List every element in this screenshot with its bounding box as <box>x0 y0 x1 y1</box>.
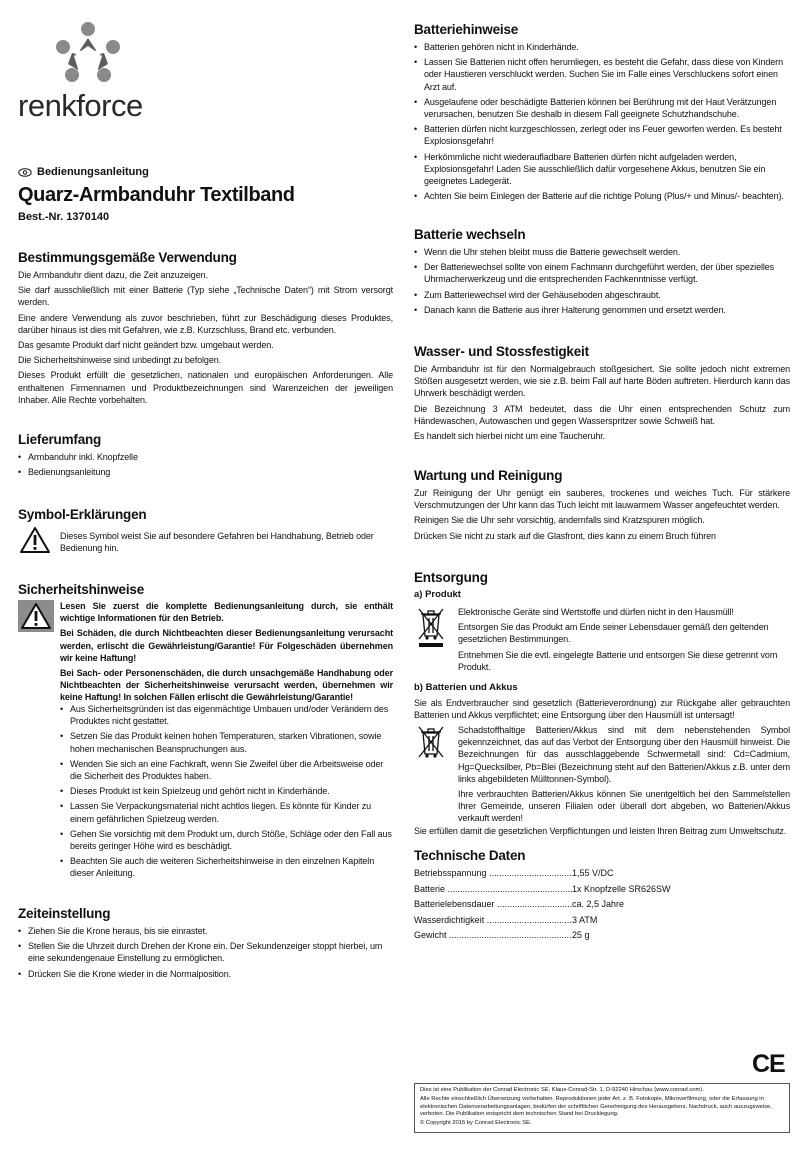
section-heading-wartung: Wartung und Reinigung <box>414 468 563 483</box>
list-item: • Setzen Sie das Produkt keinen hohen Temperaturen, starken Vibrationen, sowie hohen mechanischen Beanspruchungen aus. <box>60 730 393 754</box>
table-cell-label: Betriebsspannung ..... <box>414 866 572 882</box>
symbol-text: Dieses Symbol weist Sie auf besondere Gefahren bei Handhabung, Betrieb oder Bedienung hin. <box>60 531 374 554</box>
paragraph: Drücken Sie nicht zu stark auf die Glasfront, dies kann zu einem Bruch führen <box>414 530 716 541</box>
section-heading-batteriehinweise: Batteriehinweise <box>414 22 519 37</box>
brand-logo <box>18 20 158 125</box>
list-item: • Bedienungsanleitung <box>18 466 393 478</box>
paragraph: Bei Sach- oder Personenschäden, die durch unsachgemäße Handhabung oder Nichtbeachten der Sicherheitshinweise verursacht werden, übernehmen wir keine Haftung! In solchen Fällen erlischt die Gewährleistung/Garantie! <box>60 668 393 703</box>
subheading-batterien: b) Batterien und Akkus <box>414 682 518 693</box>
list-item: • Zum Batteriewechsel wird der Gehäuseboden abgeschraubt. <box>414 289 790 301</box>
entsorgung-batterien-outro: Sie erfüllen damit die gesetzlichen Verpflichtungen und leisten Ihren Beitrag zum Umweltschutz. <box>414 826 787 836</box>
section-heading-lieferumfang: Lieferumfang <box>18 432 102 447</box>
table-row <box>414 913 790 929</box>
paragraph: Entsorgen Sie das Produkt am Ende seiner Lebensdauer gemäß den geltenden gesetzlichen Bestimmungen. <box>458 622 769 645</box>
section-heading-wechseln: Batterie wechseln <box>414 227 526 242</box>
list-item: • Batterien gehören nicht in Kinderhände. <box>414 41 790 53</box>
warning-badge <box>18 600 54 632</box>
crossed-bin-icon <box>416 606 446 648</box>
list-item: • Lassen Sie Verpackungsmaterial nicht achtlos liegen. Es könnte für Kinder zu einem gefährlichen Spielzeug werden. <box>60 800 393 824</box>
zeit-list <box>18 925 393 980</box>
doc-type: Bedienungsanleitung <box>37 166 149 178</box>
warning-triangle-icon <box>20 602 52 630</box>
paragraph: Schadstoffhaltige Batterien/Akkus sind mit dem nebenstehenden Symbol gekennzeichnet, das auf das Verbot der Entsorgung über den Hausmüll hinweist. Die Bezeichnungen für das ausschlaggebende Schwermetall sind: Cd=Cadmium, Hg=Quecksilber, Pb=Blei (Bezeichnung steht auf den Batterien/Akkus z.B. unter dem links abgebildeten Mülltonnen-Symbol). <box>458 725 790 784</box>
order-number: Best.-Nr. 1370140 <box>18 211 110 223</box>
section-heading-technik: Technische Daten <box>414 848 526 863</box>
list-item: • Gehen Sie vorsichtig mit dem Produkt um, durch Stöße, Schläge oder den Fall aus bereits geringer Höhe wird es beschädigt. <box>60 828 393 852</box>
table-row <box>414 928 790 944</box>
doc-title: Quarz-Armbanduhr Textilband <box>18 184 295 206</box>
list-item: • Dieses Produkt ist kein Spielzeug und gehört nicht in Kinderhände. <box>60 785 393 797</box>
batteriehinweise-list <box>414 41 790 202</box>
section-heading-symbol: Symbol-Erklärungen <box>18 507 147 522</box>
sicherheit-list <box>60 703 393 880</box>
footer-line: Alle Rechte einschließlich Übersetzung vorbehalten. Reproduktionen jeder Art, z. B. Fotokopie, Mikroverfilmung, oder die Erfassung in elektronischen Datenverarbeitungsanlagen, bedürfen der schriftlichen Genehmigung des Herausgebers. Nachdruck, auch auszugsweise, verboten. Die Publikation entspricht dem technischen Stand bei Drucklegung. <box>420 1096 772 1118</box>
paragraph: Die Sicherheitshinweise sind unbedingt zu befolgen. <box>18 355 222 366</box>
section-wartung <box>414 487 790 542</box>
list-item: • Beachten Sie auch die weiteren Sicherheitshinweise in den einzelnen Kapiteln dieser Anleitung. <box>60 855 393 879</box>
list-item: • Ausgelaufene oder beschädigte Batterien können bei Berührung mit der Haut Verätzungen verursachen, benutzen Sie deshalb in diesem Fall geeignete Schutzhandschuhe. <box>414 96 790 120</box>
section-heading-bestimmung: Bestimmungsgemäße Verwendung <box>18 250 237 265</box>
footer-line: Dies ist eine Publikation der Conrad Electronic SE, Klaus-Conrad-Str. 1, D-92240 Hirschau (www.conrad.com). <box>420 1087 704 1093</box>
paragraph: Lesen Sie zuerst die komplette Bedienungsanleitung durch, sie enthält wichtige Informationen für den Betrieb. <box>60 601 393 624</box>
list-item: • Ziehen Sie die Krone heraus, bis sie einrastet. <box>18 925 393 937</box>
table-cell-value: 25 g <box>572 930 590 940</box>
doc-type-row <box>18 166 149 178</box>
section-heading-entsorgung: Entsorgung <box>414 570 488 585</box>
section-entsorgung-batterien <box>458 724 790 825</box>
technical-data-table <box>414 866 790 944</box>
lieferumfang-list <box>18 451 393 478</box>
wechseln-list <box>414 246 790 316</box>
paragraph: Sie darf ausschließlich mit einer Batterie (Typ siehe „Technische Daten“) mit Strom versorgt werden. <box>18 285 393 308</box>
list-item: • Wenn die Uhr stehen bleibt muss die Batterie gewechselt werden. <box>414 246 790 258</box>
paragraph: Eine andere Verwendung als zuvor beschrieben, führt zur Beschädigung dieses Produktes, darüber hinaus ist dies mit Gefahren, wie z.B. Kurzschluss, Brand etc. verbunden. <box>18 312 393 335</box>
paragraph: Elektronische Geräte sind Wertstoffe und dürfen nicht in den Hausmüll! <box>458 607 734 617</box>
table-row <box>414 882 790 898</box>
paragraph: Es handelt sich hierbei nicht um eine Taucheruhr. <box>414 431 606 442</box>
section-heading-sicherheit: Sicherheitshinweise <box>18 582 144 597</box>
paragraph: Reinigen Sie die Uhr sehr vorsichtig, andernfalls sind Kratzspuren möglich. <box>414 515 705 526</box>
section-heading-zeit: Zeiteinstellung <box>18 906 111 921</box>
table-row <box>414 897 790 913</box>
ce-mark-icon: CE <box>752 1050 785 1078</box>
paragraph: Die Armbanduhr dient dazu, die Zeit anzuzeigen. <box>18 270 208 280</box>
subheading-produkt: a) Produkt <box>414 589 461 600</box>
section-bestimmung <box>18 269 393 406</box>
warning-triangle-icon <box>19 526 51 554</box>
section-heading-wasser: Wasser- und Stossfestigkeit <box>414 344 589 359</box>
renkforce-star-icon <box>18 20 158 90</box>
list-item: • Drücken Sie die Krone wieder in die Normalposition. <box>18 968 393 980</box>
crossed-bin-icon <box>416 724 446 760</box>
section-entsorgung-produkt <box>458 606 790 673</box>
brand-name: renkforce <box>18 88 143 123</box>
table-cell-value: 1x Knopfzelle SR626SW <box>572 883 671 894</box>
list-item: • Herkömmliche nicht wiederaufladbare Batterien dürfen nicht aufgeladen werden, Explosionsgefahr! Laden Sie ausschließlich dafür vorgesehene Akkus, benutzen Sie ein geeignetes Ladegerät. <box>414 151 790 188</box>
list-item: • Wenden Sie sich an eine Fachkraft, wenn Sie Zweifel über die Arbeitsweise oder die Sicherheit des Produktes haben. <box>60 758 393 782</box>
list-item: • Batterien dürfen nicht kurzgeschlossen, zerlegt oder ins Feuer geworfen werden. Es besteht Explosionsgefahr! <box>414 123 790 147</box>
paragraph: Bei Schäden, die durch Nichtbeachten dieser Bedienungsanleitung verursacht werden, erlischt die Gewährleistung/Garantie! Für Folgeschäden übernehmen wir keine Haftung! <box>60 628 393 663</box>
list-item: • Danach kann die Batterie aus ihrer Halterung genommen und ersetzt werden. <box>414 304 790 316</box>
paragraph: Entnehmen Sie die evtl. eingelegte Batterie und entsorgen Sie diese getrennt vom Produkt. <box>458 649 778 672</box>
list-item: • Der Batteriewechsel sollte von einem Fachmann durchgeführt werden, der über spezielles Uhrmacherwerkzeug und die entsprechenden Fachkenntnisse verfügt. <box>414 261 790 285</box>
list-item: • Aus Sicherheitsgründen ist das eigenmächtige Umbauen und/oder Verändern des Produktes nicht gestattet. <box>60 703 393 727</box>
table-cell-value: 1,55 V/DC <box>572 868 614 878</box>
publisher-footer <box>414 1083 790 1133</box>
list-item: • Armbanduhr inkl. Knopfzelle <box>18 451 393 463</box>
footer-line: © Copyright 2015 by Conrad Electronic SE. <box>420 1120 532 1127</box>
list-item: • Achten Sie beim Einlegen der Batterie auf die richtige Polung (Plus/+ und Minus/- beachten). <box>414 190 790 202</box>
table-row <box>414 866 790 882</box>
table-cell-label: Gewicht ..... <box>414 928 572 944</box>
paragraph: Die Armbanduhr ist für den Normalgebrauch stoßgesichert. Sie sollte jedoch nicht extremen Stößen ausgesetzt werden, wie sie z.B. beim Fall auf harte Böden auftreten. Hierdurch kann das Uhrwerk beschädigt werden. <box>414 364 790 399</box>
eye-icon <box>18 168 32 177</box>
table-cell-value: 3 ATM <box>572 914 598 925</box>
entsorgung-batterien-intro: Sie als Endverbraucher sind gesetzlich (Batterieverordnung) zur Rückgabe aller gebrauchten Batterien und Akkus verpflichtet; eine Entsorgung über den Hausmüll ist untersagt! <box>414 698 790 721</box>
paragraph: Die Bezeichnung 3 ATM bedeutet, dass die Uhr einen entsprechenden Schutz zum Händewaschen, Autowaschen und gegen Wasserspritzer sowie Schweiß hat. <box>414 403 790 426</box>
list-item: • Lassen Sie Batterien nicht offen herumliegen, es besteht die Gefahr, dass diese von Kindern oder Haustieren verschluckt werden. Suchen Sie im Falle eines Verschluckens sofort einen Arzt auf. <box>414 56 790 93</box>
table-cell-label: Batterielebensdauer ..... <box>414 897 572 913</box>
section-wasser <box>414 363 790 442</box>
paragraph: Dieses Produkt erfüllt die gesetzlichen, nationalen und europäischen Anforderungen. Alle enthaltenen Firmennamen und Produktbezeichnungen sind Warenzeichen der jeweiligen Inhaber. Alle Rechte vorbehalten. <box>18 370 393 405</box>
paragraph: Das gesamte Produkt darf nicht geändert bzw. umgebaut werden. <box>18 340 274 351</box>
paragraph: Zur Reinigung der Uhr genügt ein sauberes, trockenes und weiches Tuch. Für stärkere Verschmutzungen der Uhr kann das Tuch leicht mit lauwarmem Wasser angefeuchtet werden. <box>414 488 790 511</box>
table-cell-label: Wasserdichtigkeit ..... <box>414 913 572 929</box>
table-cell-label: Batterie ..... <box>414 882 572 898</box>
paragraph: Ihre verbrauchten Batterien/Akkus können Sie unentgeltlich bei den Sammelstellen Ihrer Gemeinde, unseren Filialen oder überall dort abgeben, wo Batterien/Akkus verkauft werden! <box>458 789 790 824</box>
sicherheit-bold-block <box>60 600 393 704</box>
table-cell-value: ca. 2,5 Jahre <box>572 899 625 909</box>
list-item: • Stellen Sie die Uhrzeit durch Drehen der Krone ein. Der Sekundenzeiger stoppt hierbei, um eine sekundengenaue Einstellung zu ermöglichen. <box>18 940 393 964</box>
